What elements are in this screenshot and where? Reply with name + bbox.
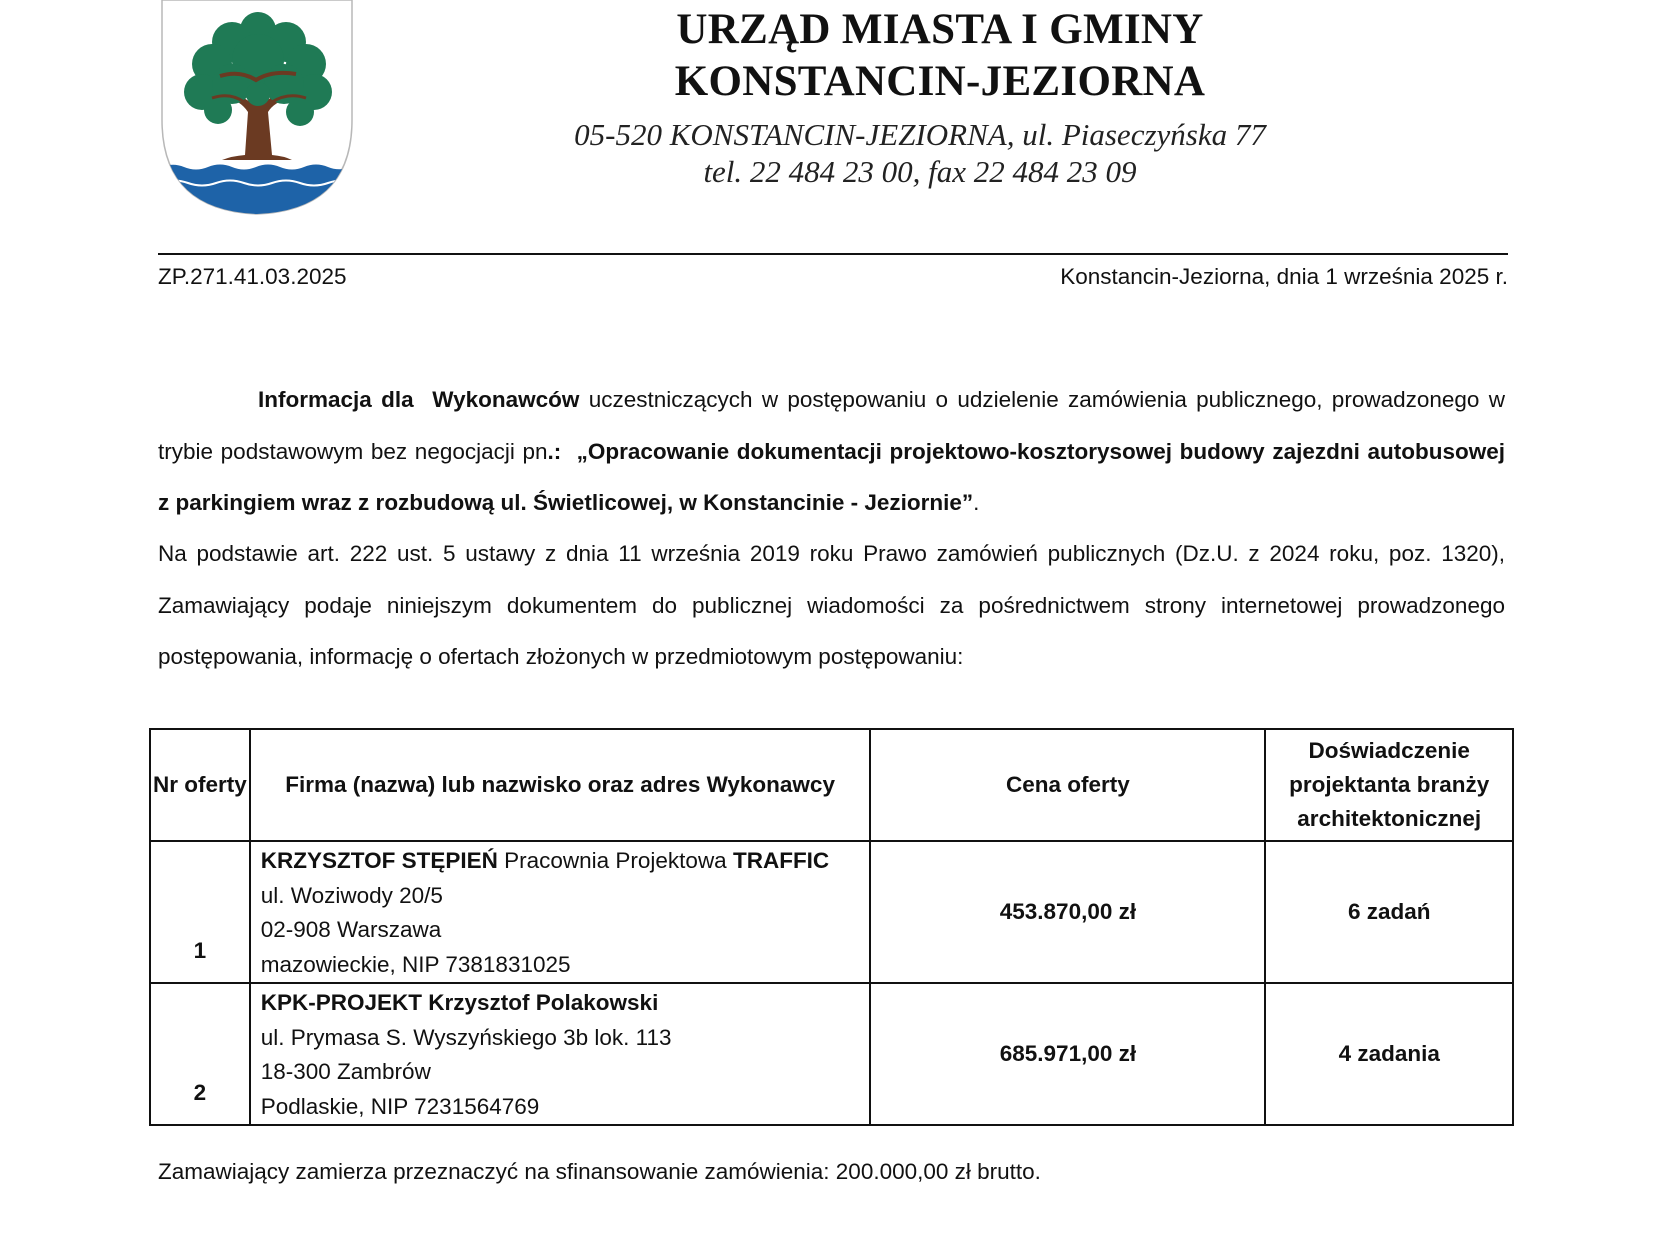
institution-name-line-2: KONSTANCIN-JEZIORNA bbox=[674, 58, 1206, 105]
budget-statement: Zamawiający zamierza przeznaczyć na sfinansowanie zamówienia: 200.000,00 zł brutto. bbox=[158, 1159, 1041, 1184]
table-row bbox=[150, 983, 1513, 1125]
reference-number: ZP.271.41.03.2025 bbox=[158, 264, 347, 289]
institution-address: 05-520 KONSTANCIN-JEZIORNA, ul. Piaseczyńska 77 bbox=[574, 117, 1266, 152]
institution-contact bbox=[520, 116, 1320, 190]
institution-name-line-1: URZĄD MIASTA I GMINY bbox=[676, 6, 1204, 53]
header-offer-number: Nr oferty bbox=[150, 729, 250, 841]
contractor-region-nip: Podlaskie, NIP 7231564769 bbox=[260, 1093, 540, 1119]
designer-experience: 4 zadania bbox=[1265, 983, 1513, 1125]
offers-table bbox=[149, 728, 1514, 1126]
intro-bold-lead: Informacja dla bbox=[258, 387, 414, 412]
procurement-title: „Opracowanie dokumentacji projektowo-kosztorysowej budowy zajezdni autobusowej z parkingiem wraz z rozbudową ul. Świetlicowej, w Konstancinie - Jeziornie” bbox=[158, 438, 1505, 515]
contractor-region-nip: mazowieckie, NIP 7381831025 bbox=[260, 951, 571, 977]
contractor-cell bbox=[250, 983, 871, 1125]
table-row bbox=[150, 841, 1513, 983]
contractor-name bbox=[261, 844, 860, 879]
contractor-street: ul. Prymasa S. Wyszyńskiego 3b lok. 113 bbox=[260, 1024, 672, 1050]
header-divider bbox=[158, 253, 1508, 255]
header-price: Cena oferty bbox=[870, 729, 1265, 841]
legal-basis-paragraph: Na podstawie art. 222 ust. 5 ustawy z dnia 11 września 2019 roku Prawo zamówień publicznych (Dz.U. z 2024 roku, poz. 1320), Zamawiający podaje niniejszym dokumentem do publicznej wiadomości za pośrednictwem strony internetowej prowadzonego postępowania, informację o ofertach złożonych w przedmiotowym postępowaniu: bbox=[158, 541, 1505, 669]
table-header-row bbox=[150, 729, 1513, 841]
header-contractor: Firma (nazwa) lub nazwisko oraz adres Wykonawcy bbox=[250, 729, 871, 841]
offer-price: 685.971,00 zł bbox=[870, 983, 1265, 1125]
designer-experience: 6 zadań bbox=[1265, 841, 1513, 983]
intro-colon: .: bbox=[547, 438, 562, 464]
contractor-name-rest: Pracownia Projektowa bbox=[497, 848, 733, 873]
header-experience: Doświadczenie projektanta branży architektonicznej bbox=[1265, 729, 1513, 841]
institution-phone-fax: tel. 22 484 23 00, fax 22 484 23 09 bbox=[703, 154, 1137, 189]
contractor-street: ul. Woziwody 20/5 bbox=[260, 882, 443, 908]
contractor-name-bold-2: TRAFFIC bbox=[732, 848, 830, 873]
contractor-name-bold: KPK-PROJEKT Krzysztof Polakowski bbox=[260, 990, 659, 1015]
offer-price: 453.870,00 zł bbox=[870, 841, 1265, 983]
offer-number: 2 bbox=[150, 983, 250, 1125]
intro-text: uczestniczących w postępowaniu o udzielenie zamówienia publicznego, prowadzonego w trybie podstawowym bez negocjacji pn bbox=[158, 387, 1505, 464]
coat-of-arms-icon bbox=[160, 0, 354, 216]
contractor-name bbox=[261, 986, 860, 1021]
contractor-city: 18-300 Zambrów bbox=[260, 1059, 431, 1084]
contractor-cell bbox=[250, 841, 871, 983]
contractor-name-bold: KRZYSZTOF STĘPIEŃ bbox=[260, 848, 498, 873]
intro-bold-contractors: Wykonawców bbox=[432, 387, 580, 412]
intro-paragraph bbox=[158, 374, 1505, 529]
contractor-city: 02-908 Warszawa bbox=[260, 917, 442, 942]
place-and-date: Konstancin-Jeziorna, dnia 1 września 2025 r. bbox=[1060, 264, 1508, 289]
intro-end: . bbox=[973, 490, 980, 515]
offer-number: 1 bbox=[150, 841, 250, 983]
institution-name bbox=[560, 4, 1320, 108]
